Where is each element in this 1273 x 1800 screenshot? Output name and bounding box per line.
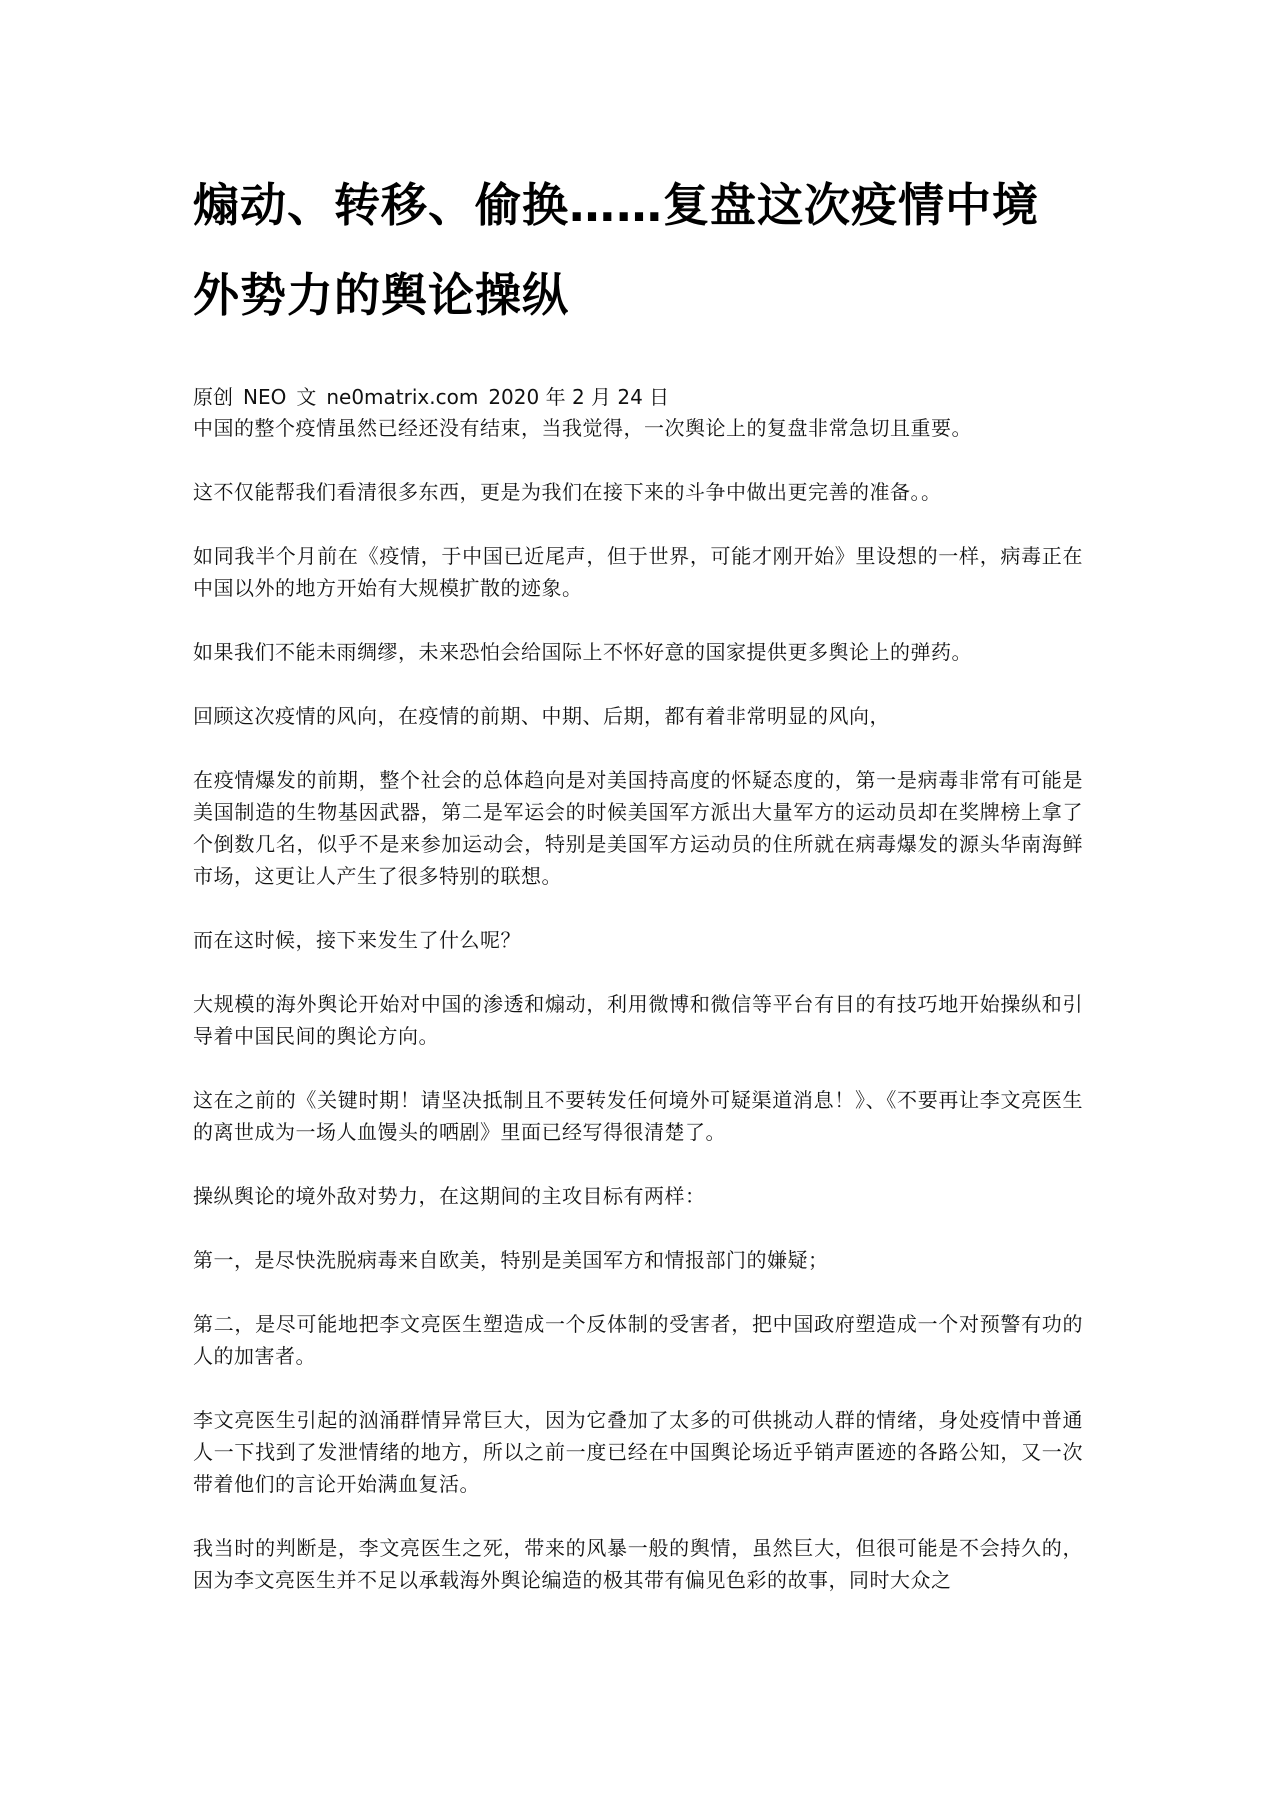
article-body [193, 412, 1083, 1596]
paragraph: 这不仅能帮我们看清很多东西，更是为我们在接下来的斗争中做出更完善的准备。。 [193, 480, 942, 504]
paragraph: 第二，是尽可能地把李文亮医生塑造成一个反体制的受害者，把中国政府塑造成一个对预警有功的人的加害者。 [193, 1312, 1083, 1368]
paragraph: 大规模的海外舆论开始对中国的渗透和煽动，利用微博和微信等平台有目的有技巧地开始操纵和引导着中国民间的舆论方向。 [193, 992, 1083, 1048]
paragraph: 这在之前的《关键时期！请坚决抵制且不要转发任何境外可疑渠道消息！》、《不要再让李文亮医生的离世成为一场人血馒头的哂剧》里面已经写得很清楚了。 [193, 1088, 1083, 1144]
paragraph: 李文亮医生引起的汹涌群情异常巨大，因为它叠加了太多的可供挑动人群的情绪，身处疫情中普通人一下找到了发泄情绪的地方，所以之前一度已经在中国舆论场近乎销声匿迹的各路公知，又一次带着他们的言论开始满血复活。 [193, 1408, 1083, 1496]
byline-wen: 文 [296, 385, 317, 409]
paragraph: 第一，是尽快洗脱病毒来自欧美，特别是美国军方和情报部门的嫌疑； [193, 1248, 829, 1272]
article-title: 煽动、转移、偷换……复盘这次疫情中境外势力的舆论操纵 [193, 178, 1039, 322]
paragraph: 操纵舆论的境外敌对势力，在这期间的主攻目标有两样： [193, 1184, 706, 1208]
paragraph: 回顾这次疫情的风向，在疫情的前期、中期、后期，都有着非常明显的风向， [193, 704, 890, 728]
byline-site: ne0matrix.com [326, 385, 479, 409]
article-byline [193, 382, 1083, 412]
document-page [193, 160, 1083, 1628]
paragraph: 中国的整个疫情虽然已经还没有结束，当我觉得，一次舆论上的复盘非常急切且重要。 [193, 416, 972, 440]
byline-date: 2020 年 2 月 24 日 [488, 385, 670, 409]
paragraph: 如同我半个月前在《疫情，于中国已近尾声，但于世界，可能才刚开始》里设想的一样，病毒正在中国以外的地方开始有大规模扩散的迹象。 [193, 544, 1083, 600]
paragraph: 如果我们不能未雨绸缪，未来恐怕会给国际上不怀好意的国家提供更多舆论上的弹药。 [193, 640, 972, 664]
paragraph: 在疫情爆发的前期，整个社会的总体趋向是对美国持高度的怀疑态度的，第一是病毒非常有可能是美国制造的生物基因武器，第二是军运会的时候美国军方派出大量军方的运动员却在奖牌榜上拿了个倒数几名，似乎不是来参加运动会，特别是美国军方运动员的住所就在病毒爆发的源头华南海鲜市场，这更让人产生了很多特别的联想。 [193, 768, 1083, 888]
byline-author: NEO [243, 385, 287, 409]
paragraph: 而在这时候，接下来发生了什么呢？ [193, 928, 521, 952]
paragraph: 我当时的判断是，李文亮医生之死，带来的风暴一般的舆情，虽然巨大，但很可能是不会持久的，因为李文亮医生并不足以承载海外舆论编造的极其带有偏见色彩的故事，同时大众之 [193, 1536, 1083, 1592]
byline-tag: 原创 [193, 385, 233, 409]
